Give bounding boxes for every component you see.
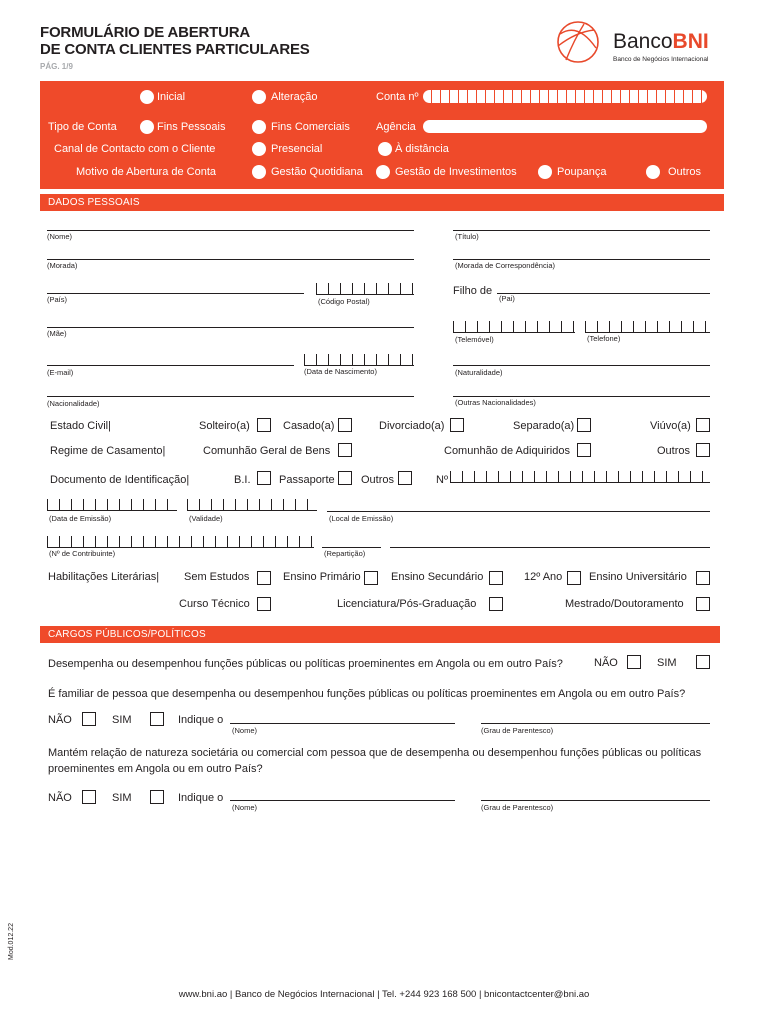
q3-label-indique: Indique o [178,792,224,804]
q3-label-nao: NÃO [48,792,72,804]
data-emissao-input[interactable] [47,499,177,511]
section-cargos-publicos: CARGOS PÚBLICOS/POLÍTICOS [40,626,720,643]
label-divorciado: Divorciado(a) [379,420,445,432]
label-bi: B.I. [234,474,251,486]
caption-titulo: (Título) [455,232,479,241]
label-comunhao-geral: Comunhão Geral de Bens [203,445,331,457]
caption-pais: (País) [47,295,68,304]
brand-name [613,30,709,54]
checkbox-ensino-primario[interactable] [364,571,378,585]
caption-morada-corr: (Morada de Correspondência) [455,261,556,270]
radio-fins-comerciais[interactable] [252,120,266,134]
q2-label-indique: Indique o [178,714,224,726]
question-2: É familiar de pessoa que desempenha ou desempenhou funções públicas ou políticas proeminentes em Angola ou em outro País? [48,688,686,700]
label-canal: Canal de Contacto com o Cliente [54,143,216,155]
radio-alteracao[interactable] [252,90,266,104]
label-curso-tecnico: Curso Técnico [179,598,250,610]
caption-telefone: (Telefone) [587,334,621,343]
label-separado: Separado(a) [513,420,575,432]
label-distancia: À distância [395,143,449,155]
q2-checkbox-nao[interactable] [82,712,96,726]
q3-nome-input[interactable] [230,800,455,801]
question-3: Mantém relação de natureza societária ou comercial com pessoa que de desempenha ou desempenhou funções públicas ou políticas proeminentes em Angola ou em outro País? [48,747,702,775]
radio-gestao-quotidiana[interactable] [252,165,266,179]
q2-label-nao: NÃO [48,714,72,726]
q3-grau-input[interactable] [481,800,710,801]
checkbox-solteiro[interactable] [257,418,271,432]
q2-caption-nome: (Nome) [232,726,258,735]
checkbox-passaporte[interactable] [338,471,352,485]
label-ensino-universitario: Ensino Universitário [589,571,687,583]
codigo-postal-input[interactable] [316,283,414,295]
label-numero: Nº [436,474,448,486]
documento-numero-input[interactable] [450,471,710,483]
q2-caption-grau: (Grau de Parentesco) [481,726,554,735]
q3-caption-grau: (Grau de Parentesco) [481,803,554,812]
telemovel-input[interactable] [453,321,575,333]
checkbox-ensino-universitario[interactable] [696,571,710,585]
brand-bold: BNI [672,30,709,53]
label-poupanca: Poupança [557,166,607,178]
checkbox-regime-outros[interactable] [696,443,710,457]
outras-nacionalidades-input[interactable] [453,396,710,397]
caption-morada: (Morada) [47,261,78,270]
label-12-ano: 12º Ano [524,571,563,583]
data-nascimento-input[interactable] [304,354,414,366]
label-solteiro: Solteiro(a) [199,420,250,432]
label-habilitacoes: Habilitações Literárias| [48,571,160,583]
checkbox-sem-estudos[interactable] [257,571,271,585]
label-outros: Outros [668,166,702,178]
caption-telemovel: (Telemóvel) [455,335,494,344]
caption-codigo-postal: (Código Postal) [318,297,370,306]
checkbox-comunhao-adquiridos[interactable] [577,443,591,457]
checkbox-divorciado[interactable] [450,418,464,432]
q2-checkbox-sim[interactable] [150,712,164,726]
reparticao-input[interactable] [322,547,381,548]
section-dados-pessoais: DADOS PESSOAIS [40,194,724,211]
radio-inicial[interactable] [140,90,154,104]
email-input[interactable] [47,365,294,366]
caption-nif: (Nº de Contribuinte) [49,549,116,558]
label-filho-de: Filho de [453,285,493,297]
label-tipo-conta: Tipo de Conta [48,121,117,133]
q1-label-sim: SIM [657,657,677,669]
label-agencia: Agência [376,121,416,133]
reparticao-nome-input[interactable] [390,547,710,548]
label-conta-no: Conta nº [376,91,419,103]
nif-input[interactable] [47,536,314,548]
label-documento-identificacao: Documento de Identificação| [50,474,190,486]
caption-mae: (Mãe) [47,329,67,338]
checkbox-bi[interactable] [257,471,271,485]
page-number: PÁG. 1/9 [40,62,73,71]
q3-checkbox-sim[interactable] [150,790,164,804]
label-sem-estudos: Sem Estudos [184,571,250,583]
morada-corr-input[interactable] [453,259,710,260]
q2-label-sim: SIM [112,714,132,726]
label-gestao-quotidiana: Gestão Quotidiana [271,166,363,178]
telefone-input[interactable] [585,321,710,333]
label-ensino-secundario: Ensino Secundário [391,571,484,583]
footer-contact: www.bni.ao | Banco de Negócios Internacional | Tel. +244 923 168 500 | bnicontactcenter@bni.ao [178,989,590,1000]
label-regime-casamento: Regime de Casamento| [50,445,166,457]
q3-caption-nome: (Nome) [232,803,258,812]
checkbox-12-ano[interactable] [567,571,581,585]
radio-poupanca[interactable] [538,165,552,179]
mae-input[interactable] [47,327,414,328]
label-regime-outros: Outros [657,445,691,457]
caption-validade: (Validade) [189,514,223,523]
label-fins-comerciais: Fins Comerciais [271,121,350,133]
caption-outras-nacionalidades: (Outras Nacionalidades) [455,398,536,407]
caption-data-emissao: (Data de Emissão) [49,514,112,523]
caption-naturalidade: (Naturalidade) [455,368,503,377]
q2-grau-input[interactable] [481,723,710,724]
caption-pai: (Pai) [499,294,515,303]
form-code: Mod.012.22 [8,923,15,960]
caption-nacionalidade: (Nacionalidade) [47,399,100,408]
checkbox-mestrado[interactable] [696,597,710,611]
checkbox-curso-tecnico[interactable] [257,597,271,611]
q1-checkbox-nao[interactable] [627,655,641,669]
checkbox-doc-outros[interactable] [398,471,412,485]
caption-email: (E-mail) [47,368,74,377]
caption-nome: (Nome) [47,232,73,241]
radio-gestao-investimentos[interactable] [376,165,390,179]
caption-reparticao: (Repartição) [324,549,366,558]
checkbox-viuvo[interactable] [696,418,710,432]
label-comunhao-adquiridos: Comunhão de Adiquiridos [444,445,570,457]
label-estado-civil: Estado Civil| [50,420,111,432]
validade-input[interactable] [187,499,317,511]
checkbox-comunhao-geral[interactable] [338,443,352,457]
nome-input[interactable] [47,230,414,231]
label-motivo: Motivo de Abertura de Conta [76,166,217,178]
form-title [40,24,310,58]
q3-label-sim: SIM [112,792,132,804]
caption-data-nascimento: (Data de Nascimento) [304,367,377,376]
account-number-field[interactable] [423,90,707,103]
pais-input[interactable] [47,293,304,294]
naturalidade-input[interactable] [453,365,710,366]
label-inicial: Inicial [157,91,186,103]
radio-presencial[interactable] [252,142,266,156]
label-passaporte: Passaporte [279,474,335,486]
label-alteracao: Alteração [271,91,318,103]
brand-prefix: Banco [613,30,673,53]
label-mestrado: Mestrado/Doutoramento [565,598,684,610]
checkbox-casado[interactable] [338,418,352,432]
agencia-field[interactable] [423,120,707,133]
titulo-input[interactable] [453,230,710,231]
pai-input[interactable] [497,293,710,294]
q2-nome-input[interactable] [230,723,455,724]
label-casado: Casado(a) [283,420,335,432]
label-ensino-primario: Ensino Primário [283,571,361,583]
radio-outros[interactable] [646,165,660,179]
caption-local-emissao: (Local de Emissão) [329,514,394,523]
nacionalidade-input[interactable] [47,396,414,397]
morada-input[interactable] [47,259,414,260]
q3-checkbox-nao[interactable] [82,790,96,804]
label-doc-outros: Outros [361,474,395,486]
local-emissao-input[interactable] [327,511,710,512]
title-line-2: DE CONTA CLIENTES PARTICULARES [40,41,310,58]
checkbox-separado[interactable] [577,418,591,432]
radio-distancia[interactable] [378,142,392,156]
brand-subtitle: Banco de Negócios Internacional [613,56,709,63]
question-1: Desempenha ou desempenhou funções públicas ou políticas proeminentes em Angola ou em outro País? [48,658,563,670]
label-presencial: Presencial [271,143,323,155]
checkbox-licenciatura[interactable] [489,597,503,611]
q1-label-nao: NÃO [594,657,618,669]
radio-fins-pessoais[interactable] [140,120,154,134]
label-gestao-investimentos: Gestão de Investimentos [395,166,517,178]
label-licenciatura: Licenciatura/Pós-Graduação [337,598,477,610]
label-fins-pessoais: Fins Pessoais [157,121,226,133]
title-line-1: FORMULÁRIO DE ABERTURA [40,24,251,41]
label-viuvo: Viúvo(a) [650,420,691,432]
checkbox-ensino-secundario[interactable] [489,571,503,585]
q1-checkbox-sim[interactable] [696,655,710,669]
